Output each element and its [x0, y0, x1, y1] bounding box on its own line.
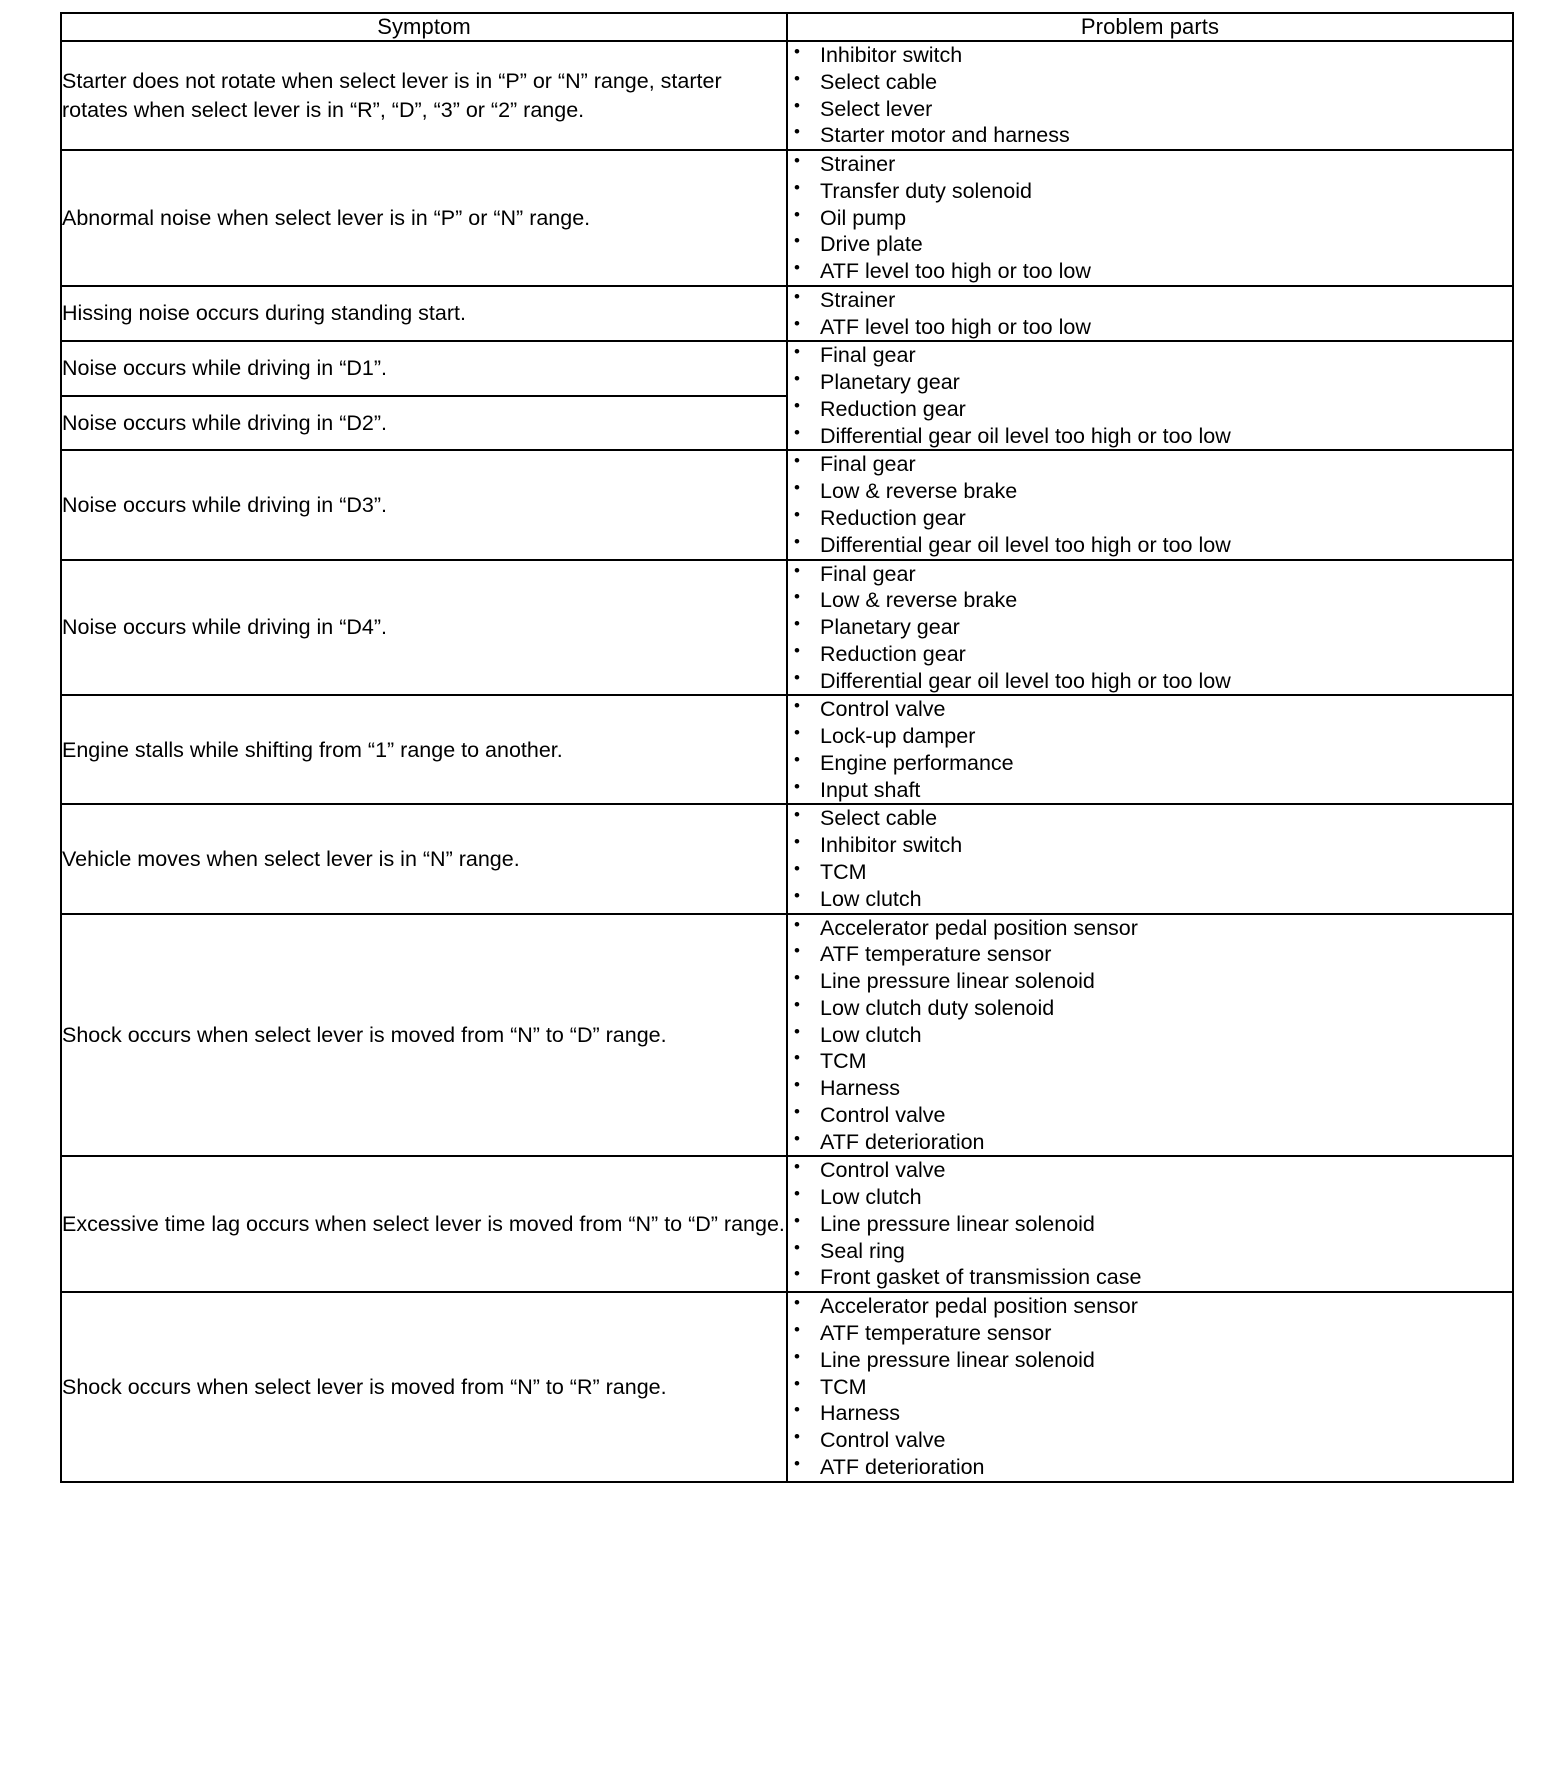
list-item: • Low clutch	[788, 1022, 1512, 1049]
parts-list	[788, 805, 1512, 912]
list-item: • ATF level too high or too low	[788, 314, 1512, 341]
table-row	[61, 914, 1513, 1157]
list-item: • ATF level too high or too low	[788, 258, 1512, 285]
table-row	[61, 560, 1513, 696]
list-item: • Low & reverse brake	[788, 587, 1512, 614]
symptom-cell: Starter does not rotate when select lever is in “P” or “N” range, starter rotates when select lever is in “R”, “D”, “3” or “2” range.	[61, 41, 787, 150]
list-item: • Accelerator pedal position sensor	[788, 1293, 1512, 1320]
symptom-cell: Noise occurs while driving in “D2”.	[61, 396, 787, 451]
parts-list	[788, 696, 1512, 803]
list-item: • Control valve	[788, 1102, 1512, 1129]
list-item: • Line pressure linear solenoid	[788, 1211, 1512, 1238]
problem-parts-cell	[787, 804, 1513, 913]
table-row	[61, 450, 1513, 559]
list-item: • Final gear	[788, 561, 1512, 588]
symptom-cell: Hissing noise occurs during standing start.	[61, 286, 787, 342]
list-item: • Final gear	[788, 342, 1512, 369]
table-row	[61, 804, 1513, 913]
list-item: • Reduction gear	[788, 641, 1512, 668]
list-item: • Planetary gear	[788, 369, 1512, 396]
parts-list	[788, 151, 1512, 285]
symptom-cell: Excessive time lag occurs when select lever is moved from “N” to “D” range.	[61, 1156, 787, 1292]
parts-list	[788, 1293, 1512, 1480]
list-item: • Control valve	[788, 1157, 1512, 1184]
list-item: • ATF temperature sensor	[788, 1320, 1512, 1347]
column-header-symptom: Symptom	[61, 13, 787, 41]
symptom-cell: Noise occurs while driving in “D3”.	[61, 450, 787, 559]
problem-parts-cell	[787, 560, 1513, 696]
list-item: • Select cable	[788, 805, 1512, 832]
table-row	[61, 150, 1513, 286]
list-item: • Select lever	[788, 96, 1512, 123]
parts-list	[788, 342, 1512, 449]
list-item: • Low clutch	[788, 886, 1512, 913]
list-item: • ATF deterioration	[788, 1129, 1512, 1156]
problem-parts-cell	[787, 286, 1513, 342]
list-item: • TCM	[788, 1048, 1512, 1075]
list-item: • Harness	[788, 1400, 1512, 1427]
list-item: • Strainer	[788, 151, 1512, 178]
list-item: • Differential gear oil level too high or too low	[788, 668, 1512, 695]
list-item: • Reduction gear	[788, 396, 1512, 423]
list-item: • Line pressure linear solenoid	[788, 968, 1512, 995]
problem-parts-cell	[787, 914, 1513, 1157]
parts-list	[788, 1157, 1512, 1291]
list-item: • Low clutch	[788, 1184, 1512, 1211]
list-item: • Low clutch duty solenoid	[788, 995, 1512, 1022]
list-item: • Seal ring	[788, 1238, 1512, 1265]
symptom-cell: Abnormal noise when select lever is in “P” or “N” range.	[61, 150, 787, 286]
list-item: • TCM	[788, 1374, 1512, 1401]
table-row	[61, 1292, 1513, 1481]
problem-parts-cell	[787, 150, 1513, 286]
problem-parts-cell	[787, 695, 1513, 804]
list-item: • Line pressure linear solenoid	[788, 1347, 1512, 1374]
table-row	[61, 695, 1513, 804]
problem-parts-cell	[787, 1292, 1513, 1481]
problem-parts-cell	[787, 450, 1513, 559]
list-item: • Select cable	[788, 69, 1512, 96]
column-header-problem-parts: Problem parts	[787, 13, 1513, 41]
table-row	[61, 341, 1513, 396]
list-item: • TCM	[788, 859, 1512, 886]
list-item: • Reduction gear	[788, 505, 1512, 532]
symptom-cell: Shock occurs when select lever is moved from “N” to “R” range.	[61, 1292, 787, 1481]
list-item: • Transfer duty solenoid	[788, 178, 1512, 205]
parts-list	[788, 561, 1512, 695]
problem-parts-cell	[787, 1156, 1513, 1292]
symptom-cell: Noise occurs while driving in “D1”.	[61, 341, 787, 396]
list-item: • Planetary gear	[788, 614, 1512, 641]
list-item: • Oil pump	[788, 205, 1512, 232]
list-item: • Control valve	[788, 696, 1512, 723]
list-item: • Input shaft	[788, 777, 1512, 804]
list-item: • Inhibitor switch	[788, 832, 1512, 859]
list-item: • Low & reverse brake	[788, 478, 1512, 505]
list-item: • Front gasket of transmission case	[788, 1264, 1512, 1291]
list-item: • Harness	[788, 1075, 1512, 1102]
diagnosis-table	[60, 12, 1514, 1483]
list-item: • Lock-up damper	[788, 723, 1512, 750]
parts-list	[788, 287, 1512, 341]
list-item: • Final gear	[788, 451, 1512, 478]
table-row	[61, 41, 1513, 150]
list-item: • ATF temperature sensor	[788, 941, 1512, 968]
list-item: • Accelerator pedal position sensor	[788, 915, 1512, 942]
list-item: • Differential gear oil level too high or too low	[788, 423, 1512, 450]
problem-parts-cell	[787, 341, 1513, 450]
parts-list	[788, 42, 1512, 149]
list-item: • Drive plate	[788, 231, 1512, 258]
parts-list	[788, 451, 1512, 558]
table-header-row	[61, 13, 1513, 41]
table-row	[61, 286, 1513, 342]
list-item: • Starter motor and harness	[788, 122, 1512, 149]
symptom-cell: Engine stalls while shifting from “1” range to another.	[61, 695, 787, 804]
list-item: • Engine performance	[788, 750, 1512, 777]
list-item: • Differential gear oil level too high or too low	[788, 532, 1512, 559]
symptom-cell: Vehicle moves when select lever is in “N” range.	[61, 804, 787, 913]
table-row	[61, 1156, 1513, 1292]
list-item: • Strainer	[788, 287, 1512, 314]
symptom-cell: Noise occurs while driving in “D4”.	[61, 560, 787, 696]
list-item: • ATF deterioration	[788, 1454, 1512, 1481]
problem-parts-cell	[787, 41, 1513, 150]
list-item: • Inhibitor switch	[788, 42, 1512, 69]
list-item: • Control valve	[788, 1427, 1512, 1454]
symptom-cell: Shock occurs when select lever is moved from “N” to “D” range.	[61, 914, 787, 1157]
parts-list	[788, 915, 1512, 1156]
